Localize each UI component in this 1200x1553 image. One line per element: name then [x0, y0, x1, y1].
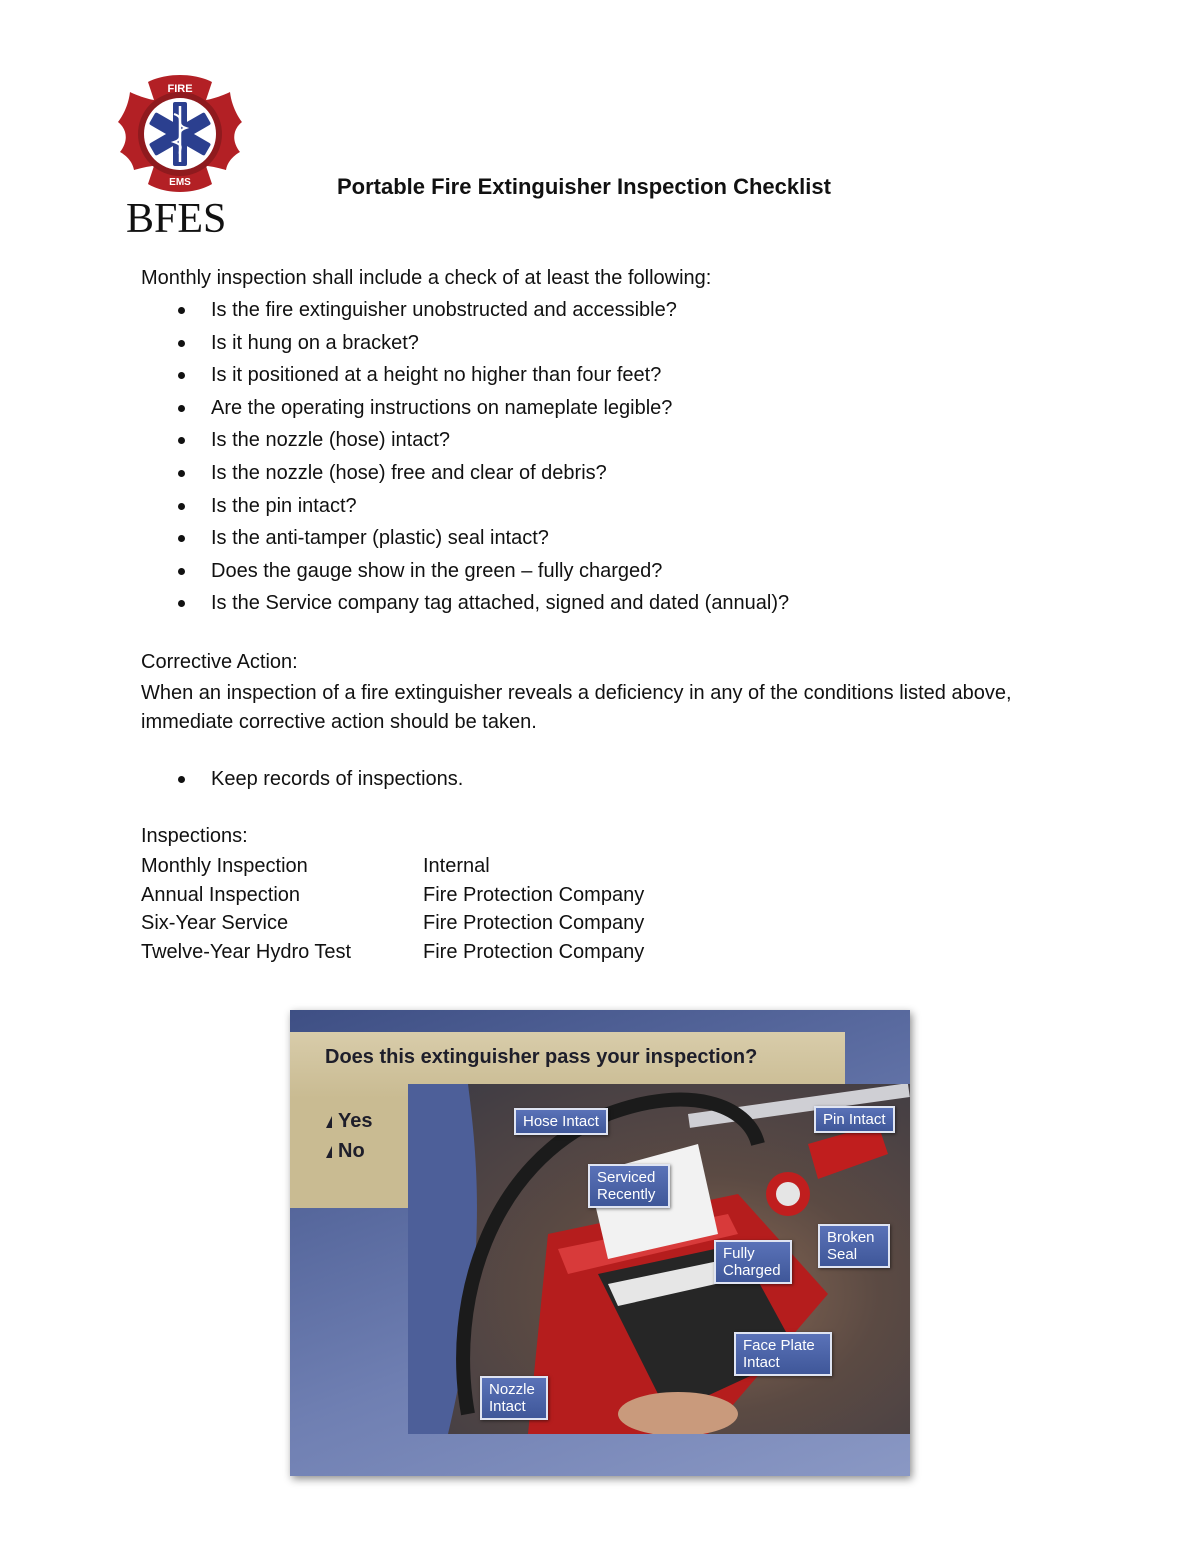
triangle-icon	[326, 1146, 332, 1158]
corrective-action-text: When an inspection of a fire extinguisher reveals a deficiency in any of the conditions listed above, immediate corrective action should be taken.	[141, 682, 1012, 733]
checklist-item: Is the pin intact?	[141, 492, 789, 525]
svg-text:FIRE: FIRE	[167, 83, 193, 95]
fire-ems-maltese-cross-icon	[108, 70, 253, 200]
records-item: Keep records of inspections.	[141, 765, 463, 793]
checklist-item: Are the operating instructions on nameplate legible?	[141, 394, 789, 427]
inspection-type: Annual Inspection	[141, 883, 301, 906]
option-no: No	[326, 1140, 365, 1163]
checklist-item: Is the nozzle (hose) intact?	[141, 426, 789, 459]
inspections-table	[141, 852, 841, 966]
callout-serviced-recently: Serviced Recently	[588, 1164, 670, 1208]
extinguisher-inspection-photo	[290, 1010, 910, 1476]
inspection-type: Monthly Inspection	[141, 855, 308, 877]
inspection-row	[141, 852, 841, 881]
checklist-item: Is it positioned at a height no higher than four feet?	[141, 361, 789, 394]
answer-options	[290, 1098, 408, 1208]
inspection-checklist	[141, 296, 789, 622]
checklist-item: Is the anti-tamper (plastic) seal intact?	[141, 524, 789, 557]
inspection-row	[141, 909, 841, 938]
checklist-item: Is the nozzle (hose) free and clear of debris?	[141, 459, 789, 492]
checklist-item: Is the Service company tag attached, signed and dated (annual)?	[141, 589, 789, 622]
callout-hose-intact: Hose Intact	[514, 1108, 608, 1135]
callout-broken-seal: Broken Seal	[818, 1224, 890, 1268]
inspection-performer: Fire Protection Company	[423, 912, 645, 935]
logo-wordmark: BFES	[126, 196, 227, 242]
corrective-action-heading: Corrective Action:	[141, 651, 298, 673]
checklist-item: Is it hung on a bracket?	[141, 329, 789, 362]
callout-pin-intact: Pin Intact	[814, 1106, 895, 1133]
inspections-heading: Inspections:	[141, 825, 248, 847]
inspection-row	[141, 938, 841, 967]
callout-face-plate-intact: Face Plate Intact	[734, 1332, 832, 1376]
checklist-item: Is the fire extinguisher unobstructed and accessible?	[141, 296, 789, 329]
inspection-performer: Fire Protection Company	[423, 940, 645, 963]
option-yes: Yes	[326, 1110, 372, 1133]
callout-fully-charged: Fully Charged	[714, 1240, 792, 1284]
checklist-item: Does the gauge show in the green – fully charged?	[141, 557, 789, 590]
inspection-type: Six-Year Service	[141, 912, 289, 935]
triangle-icon	[326, 1116, 332, 1128]
svg-text:EMS: EMS	[169, 177, 191, 188]
inspection-performer: Internal	[423, 855, 490, 877]
inspection-row	[141, 881, 841, 910]
photo-question: Does this extinguisher pass your inspection?	[325, 1046, 758, 1068]
page-title: Portable Fire Extinguisher Inspection Checklist	[337, 174, 831, 199]
intro-text: Monthly inspection shall include a check of at least the following:	[141, 267, 712, 289]
records-list	[141, 765, 463, 793]
callout-nozzle-intact: Nozzle Intact	[480, 1376, 548, 1420]
inspection-type: Twelve-Year Hydro Test	[141, 940, 352, 963]
inspection-performer: Fire Protection Company	[423, 883, 645, 906]
